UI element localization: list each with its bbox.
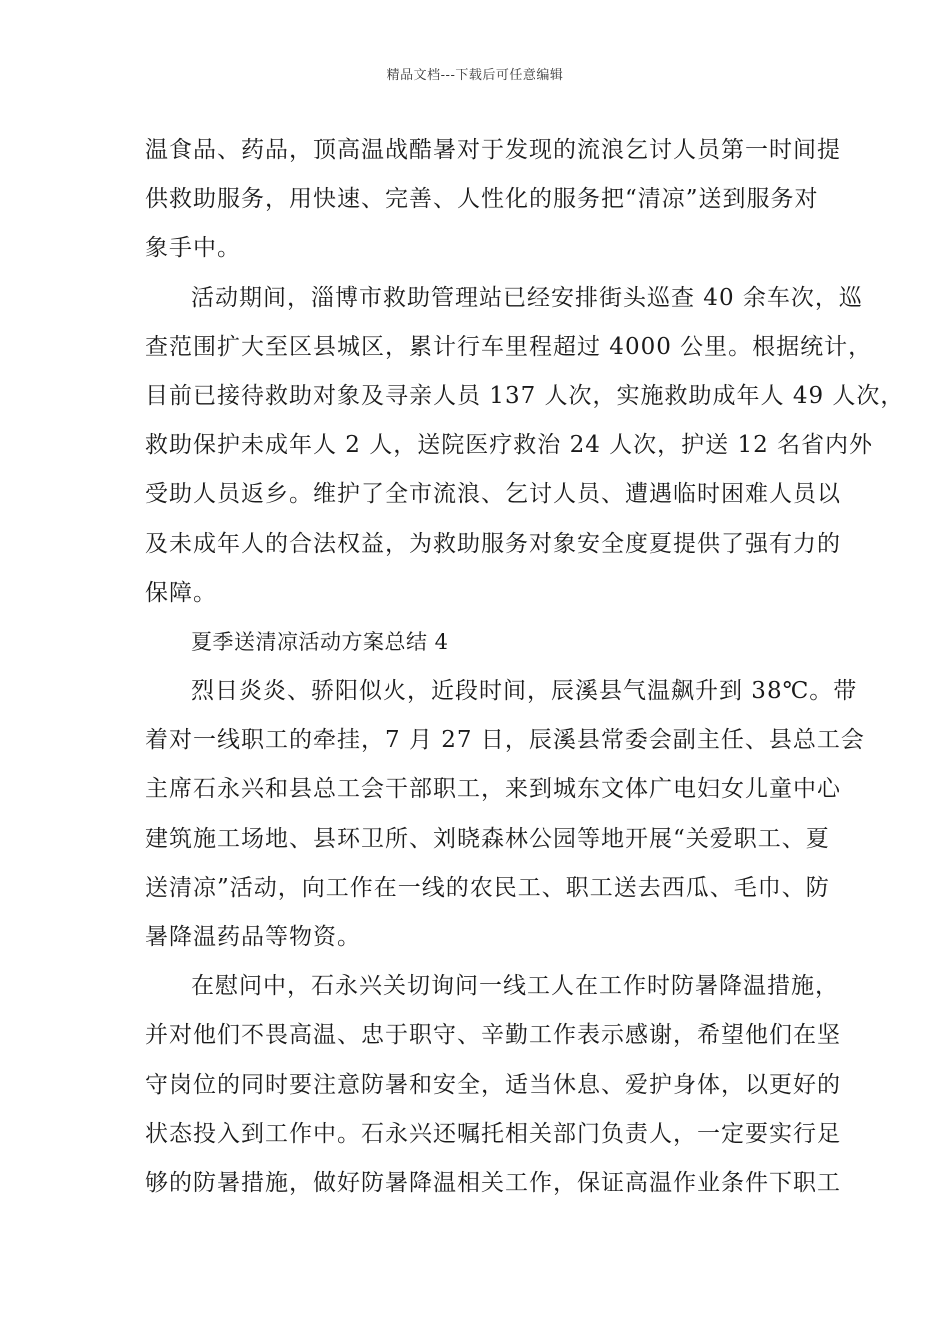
paragraph-start-line: 烈日炎炎、骄阳似火，近段时间，辰溪县气温飙升到 38℃。带 [191,678,858,705]
text-line: 够的防暑措施，做好防暑降温相关工作，保证高温作业条件下职工 [145,1169,841,1196]
section-heading: 夏季送清凉活动方案总结 4 [191,629,449,654]
text-line: 并对他们不畏高温、忠于职守、辛勤工作表示感谢，希望他们在坚 [145,1022,841,1049]
text-line: 状态投入到工作中。石永兴还嘱托相关部门负责人，一定要实行足 [145,1120,841,1147]
text-line: 主席石永兴和县总工会干部职工，来到城东文体广电妇女儿童中心 [145,776,841,803]
document-body [145,126,905,1208]
text-line: 暑降温药品等物资。 [145,924,361,950]
text-line: 温食品、药品，顶高温战酷暑对于发现的流浪乞讨人员第一时间提 [145,137,841,163]
text-line: 目前已接待救助对象及寻亲人员 137 人次，实施救助成年人 49 人次， [145,382,905,409]
text-line: 查范围扩大至区县城区，累计行车里程超过 4000 公里。根据统计， [145,333,873,360]
text-line: 供救助服务，用快速、完善、人性化的服务把“清凉”送到服务对 [145,186,819,213]
text-line: 守岗位的同时要注意防暑和安全，适当休息、爱护身体，以更好的 [145,1071,841,1098]
text-line: 及未成年人的合法权益，为救助服务对象安全度夏提供了强有力的 [145,530,841,557]
text-line: 建筑施工场地、县环卫所、刘晓森林公园等地开展“关爱职工、夏 [145,825,830,852]
text-line: 象手中。 [145,235,241,262]
text-line: 保障。 [145,579,217,606]
page-header: 精品文档---下载后可任意编辑 [386,68,564,83]
text-line: 送清凉”活动，向工作在一线的农民工、职工送去西瓜、毛巾、防 [145,874,830,901]
text-line: 救助保护未成年人 2 人，送院医疗救治 24 人次，护送 12 名省内外 [145,432,874,459]
paragraph-start-line: 在慰问中，石永兴关切询问一线工人在工作时防暑降温措施， [191,973,839,1000]
text-line: 着对一线职工的牵挂，7 月 27 日，辰溪县常委会副主任、县总工会 [145,727,865,754]
paragraph-start-line: 活动期间，淄博市救助管理站已经安排街头巡查 40 余车次，巡 [191,284,863,311]
text-line: 受助人员返乡。维护了全市流浪、乞讨人员、遭遇临时困难人员以 [145,481,841,508]
